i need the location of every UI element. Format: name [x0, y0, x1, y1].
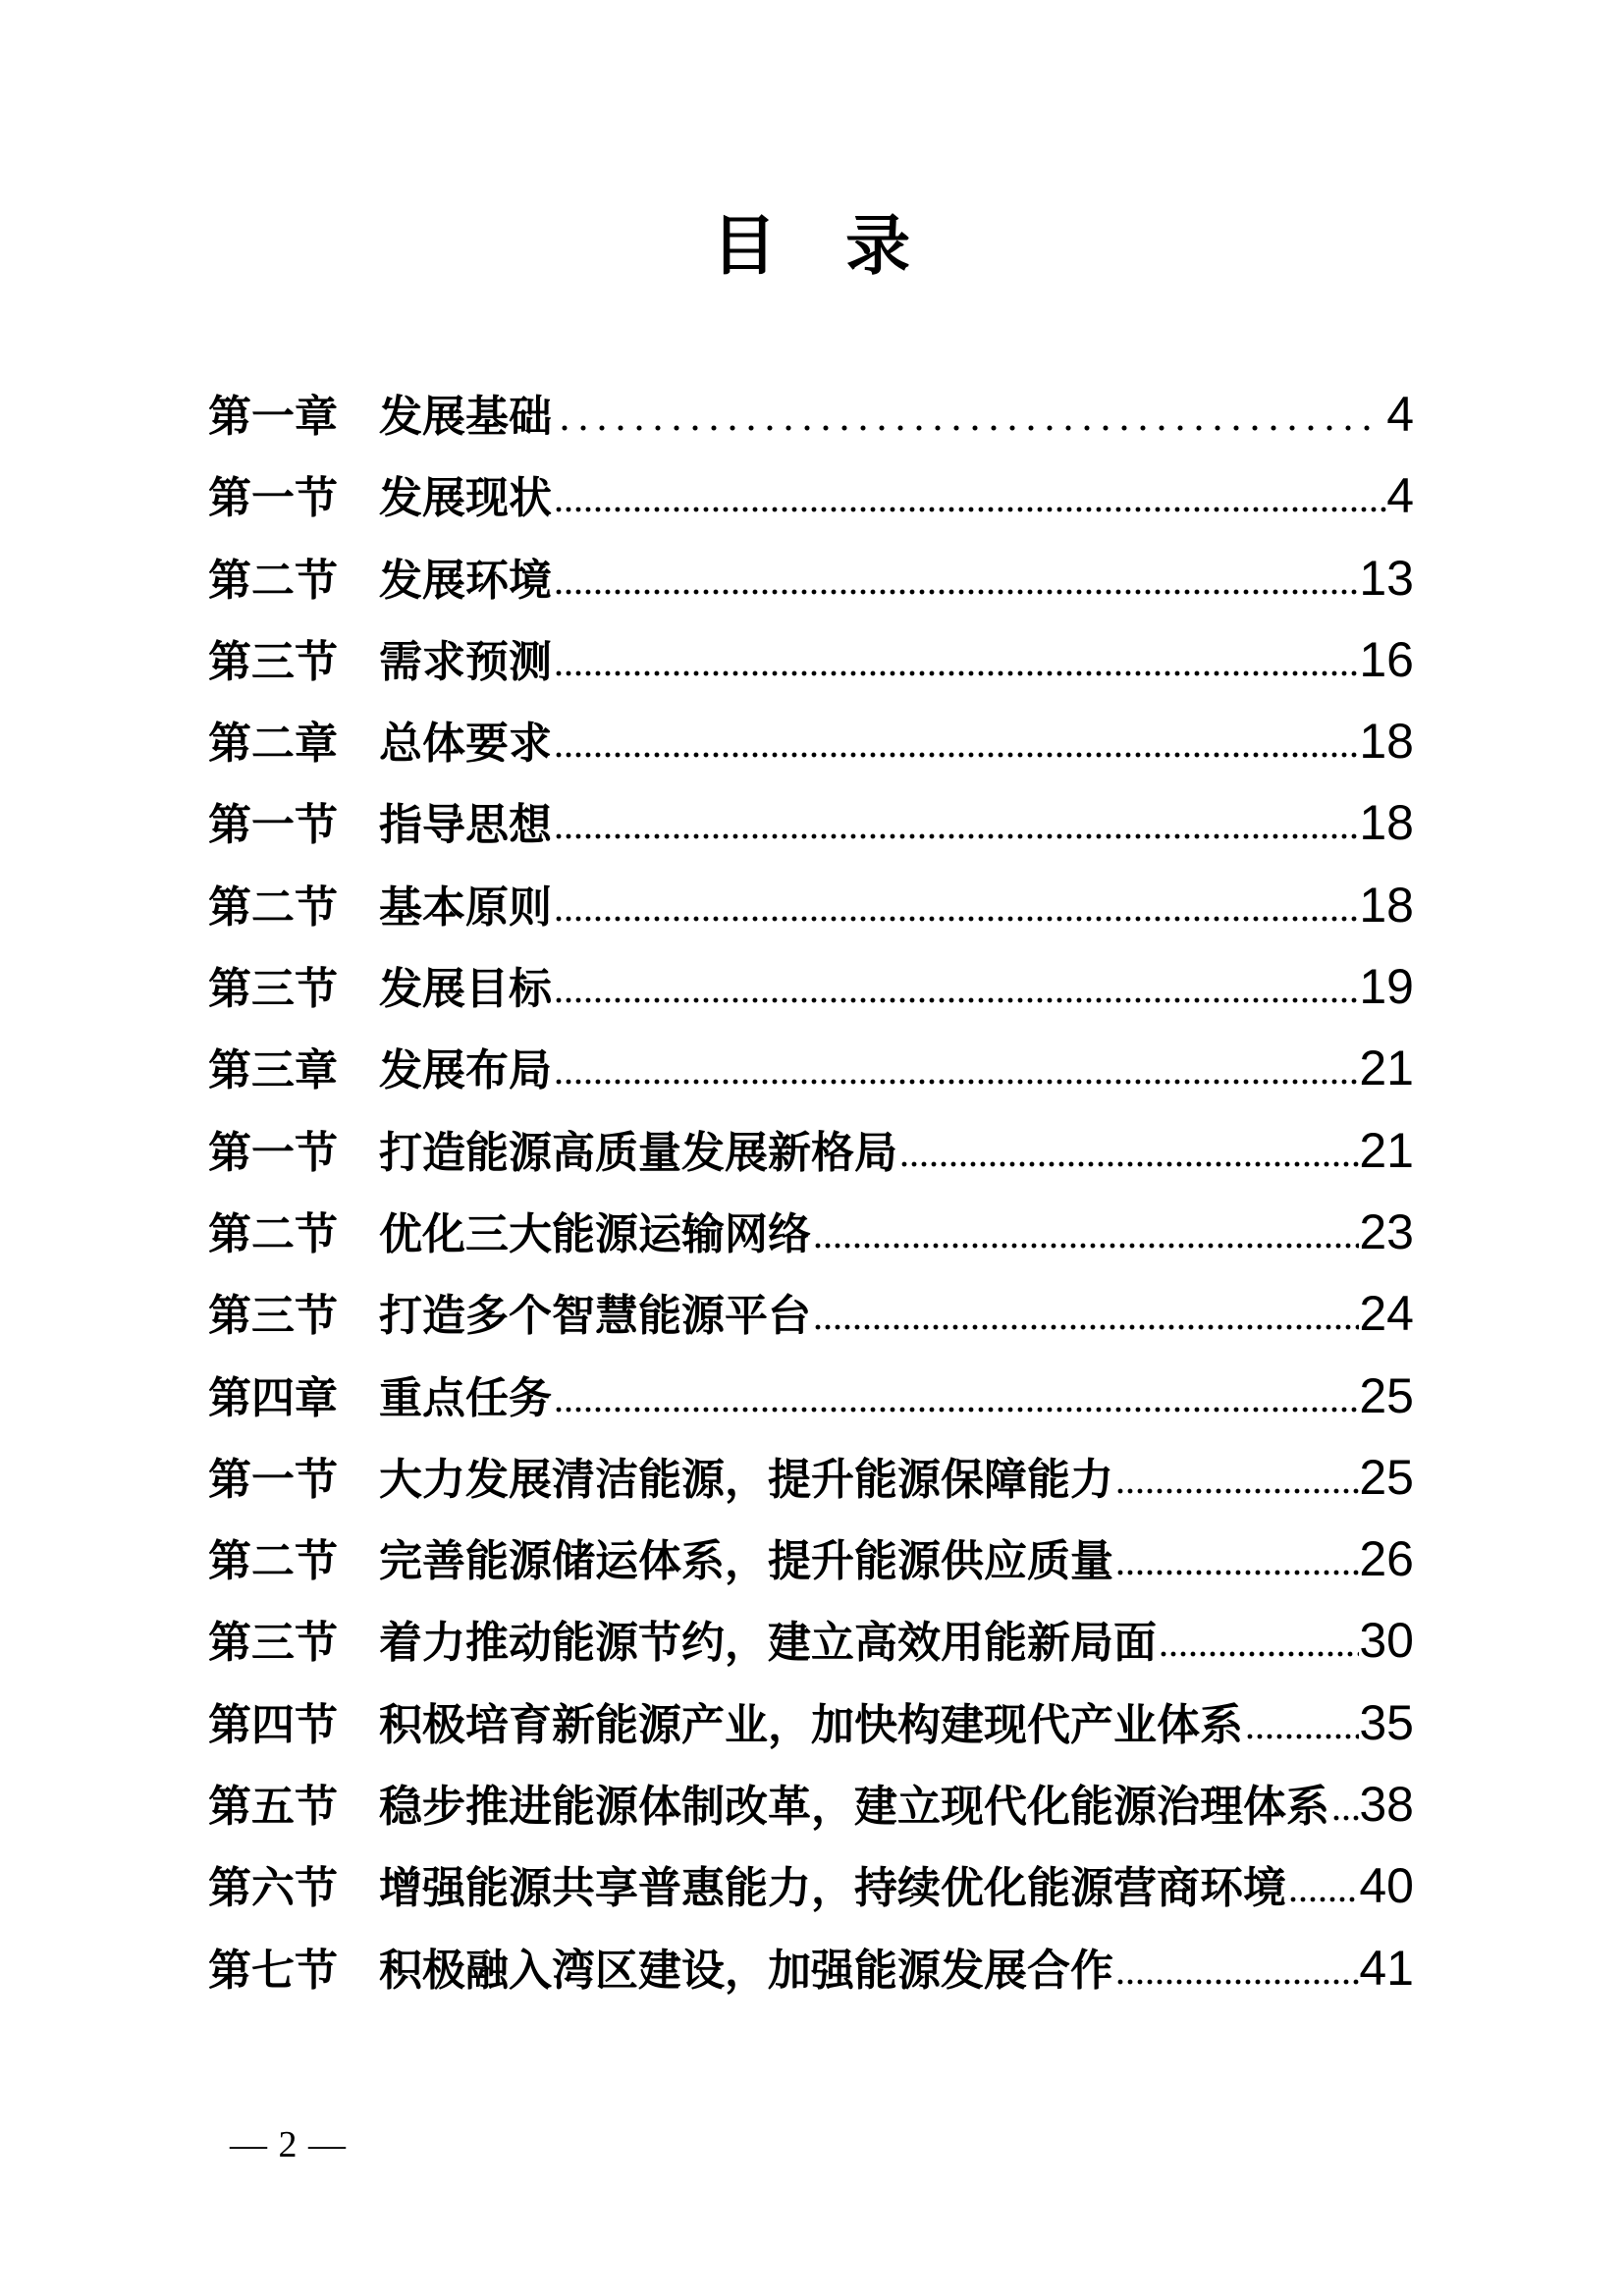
- toc-entry: [208, 374, 1414, 455]
- toc-entry-label: 第一节: [208, 1128, 338, 1177]
- toc-entry: [208, 455, 1414, 537]
- toc-entry-title: 积极融入湾区建设，加强能源发展合作: [379, 1946, 1113, 1995]
- toc-entry-label: 第二节: [208, 556, 338, 605]
- toc-entry-title: 发展布局: [379, 1046, 552, 1095]
- toc-entry-page-number: 40: [1359, 1858, 1414, 1914]
- toc-entry: [208, 538, 1414, 619]
- toc-entry: [208, 1928, 1414, 2009]
- toc-entry-label: 第七节: [208, 1946, 338, 1995]
- toc-entry-label: 第四节: [208, 1700, 338, 1749]
- toc-entry-label: 第三节: [208, 637, 338, 686]
- toc-entry: [208, 946, 1414, 1028]
- toc-dot-leader: [556, 828, 1359, 839]
- toc-entry-page-number: 30: [1359, 1613, 1414, 1669]
- toc-entry-title: 稳步推进能源体制改革，建立现代化能源治理体系: [379, 1783, 1329, 1832]
- toc-entry: [208, 1356, 1414, 1437]
- toc-entry-label: 第二节: [208, 1537, 338, 1586]
- toc-entry: [208, 1519, 1414, 1600]
- toc-entry: [208, 1764, 1414, 1845]
- toc-entry: [208, 1110, 1414, 1192]
- toc-dot-leader: [1247, 1728, 1359, 1739]
- toc-dot-leader: [556, 501, 1386, 512]
- toc-entry-label: 第三章: [208, 1046, 338, 1095]
- toc-entry: [208, 1437, 1414, 1519]
- toc-entry-page-number: 18: [1359, 877, 1414, 933]
- toc-dot-leader: [815, 1318, 1359, 1330]
- toc-entry-title: 打造多个智慧能源平台: [379, 1292, 811, 1341]
- toc-dot-leader: [1117, 1482, 1359, 1494]
- toc-dot-leader: [556, 910, 1359, 922]
- toc-entry-page-number: 19: [1359, 959, 1414, 1015]
- toc-entry-label: 第二节: [208, 1209, 338, 1258]
- toc-entry-page-number: 25: [1359, 1449, 1414, 1505]
- toc-dot-leader: [556, 665, 1359, 676]
- toc-entry: [208, 1600, 1414, 1682]
- toc-entry-title: 完善能源储运体系，提升能源供应质量: [379, 1537, 1113, 1586]
- toc-dot-leader: [1333, 1809, 1359, 1821]
- toc-entry-title: 总体要求: [379, 720, 552, 769]
- toc-dot-leader: [1290, 1891, 1359, 1902]
- toc-dot-leader: [1117, 1973, 1359, 1985]
- toc-entry: [208, 782, 1414, 864]
- toc-entry-page-number: 24: [1359, 1286, 1414, 1342]
- toc-entry-page-number: 35: [1359, 1694, 1414, 1750]
- toc-entry-label: 第一节: [208, 801, 338, 850]
- toc-entry-title: 增强能源共享普惠能力，持续优化能源营商环境: [379, 1864, 1286, 1913]
- toc-entry: [208, 1192, 1414, 1273]
- toc-entry-page-number: 41: [1359, 1940, 1414, 1996]
- toc-entry-page-number: 13: [1359, 550, 1414, 606]
- toc-entry: [208, 1028, 1414, 1109]
- toc-entry-title: 重点任务: [379, 1373, 552, 1422]
- toc-entry-page-number: 18: [1359, 714, 1414, 770]
- page-title: 目 录: [711, 209, 913, 282]
- toc-entry-page-number: 25: [1359, 1367, 1414, 1423]
- toc-entry-label: 第六节: [208, 1864, 338, 1913]
- toc-entry-title: 发展现状: [379, 474, 552, 523]
- toc-dot-leader: [815, 1237, 1359, 1249]
- toc-entry-title: 需求预测: [379, 637, 552, 686]
- toc-entry-page-number: 18: [1359, 795, 1414, 851]
- toc-entry-page-number: 26: [1359, 1531, 1414, 1587]
- toc-entry-page-number: 38: [1359, 1777, 1414, 1833]
- toc-entry: [208, 1682, 1414, 1764]
- toc-dot-leader: [556, 991, 1359, 1003]
- toc-dot-leader: [556, 583, 1359, 595]
- toc-entry-label: 第三节: [208, 1619, 338, 1668]
- toc-entry-title: 着力推动能源节约，建立高效用能新局面: [379, 1619, 1157, 1668]
- toc-entry-page-number: 4: [1386, 387, 1414, 442]
- toc-entry-page-number: 16: [1359, 631, 1414, 687]
- toc-dot-leader: [1117, 1564, 1359, 1575]
- toc-entry-label: 第四章: [208, 1373, 338, 1422]
- toc-entry-label: 第二节: [208, 882, 338, 932]
- table-of-contents: [208, 374, 1414, 2009]
- toc-entry-label: 第一章: [208, 393, 338, 441]
- toc-entry-title: 大力发展清洁能源，提升能源保障能力: [379, 1455, 1113, 1504]
- toc-dot-leader: [556, 746, 1359, 758]
- toc-entry-label: 第一节: [208, 1455, 338, 1504]
- toc-entry-title: 打造能源高质量发展新格局: [379, 1128, 897, 1177]
- toc-entry-title: 指导思想: [379, 801, 552, 850]
- toc-entry-title: 发展目标: [379, 965, 552, 1014]
- toc-entry: [208, 1845, 1414, 1927]
- toc-dot-leader: [1161, 1645, 1359, 1657]
- toc-entry: [208, 701, 1414, 782]
- toc-entry-label: 第二章: [208, 720, 338, 769]
- toc-dot-leader: [562, 419, 1371, 431]
- toc-entry-page-number: 21: [1359, 1041, 1414, 1096]
- toc-entry-title: 积极培育新能源产业，加快构建现代产业体系: [379, 1700, 1243, 1749]
- toc-entry-title: 发展环境: [379, 556, 552, 605]
- toc-entry-label: 第三节: [208, 965, 338, 1014]
- toc-dot-leader: [556, 1073, 1359, 1085]
- toc-entry-page-number: 23: [1359, 1203, 1414, 1259]
- toc-entry-label: 第一节: [208, 474, 338, 523]
- toc-entry-page-number: 21: [1359, 1122, 1414, 1178]
- toc-entry: [208, 619, 1414, 701]
- toc-entry-page-number: 4: [1386, 468, 1414, 524]
- toc-entry-title: 基本原则: [379, 882, 552, 932]
- toc-entry-label: 第三节: [208, 1292, 338, 1341]
- toc-entry-title: 发展基础: [379, 393, 552, 441]
- toc-dot-leader: [901, 1155, 1359, 1167]
- page-number-footer: — 2 —: [230, 2124, 347, 2165]
- toc-entry: [208, 865, 1414, 946]
- toc-entry-label: 第五节: [208, 1783, 338, 1832]
- toc-entry-title: 优化三大能源运输网络: [379, 1209, 811, 1258]
- toc-dot-leader: [556, 1401, 1359, 1413]
- toc-entry: [208, 1273, 1414, 1355]
